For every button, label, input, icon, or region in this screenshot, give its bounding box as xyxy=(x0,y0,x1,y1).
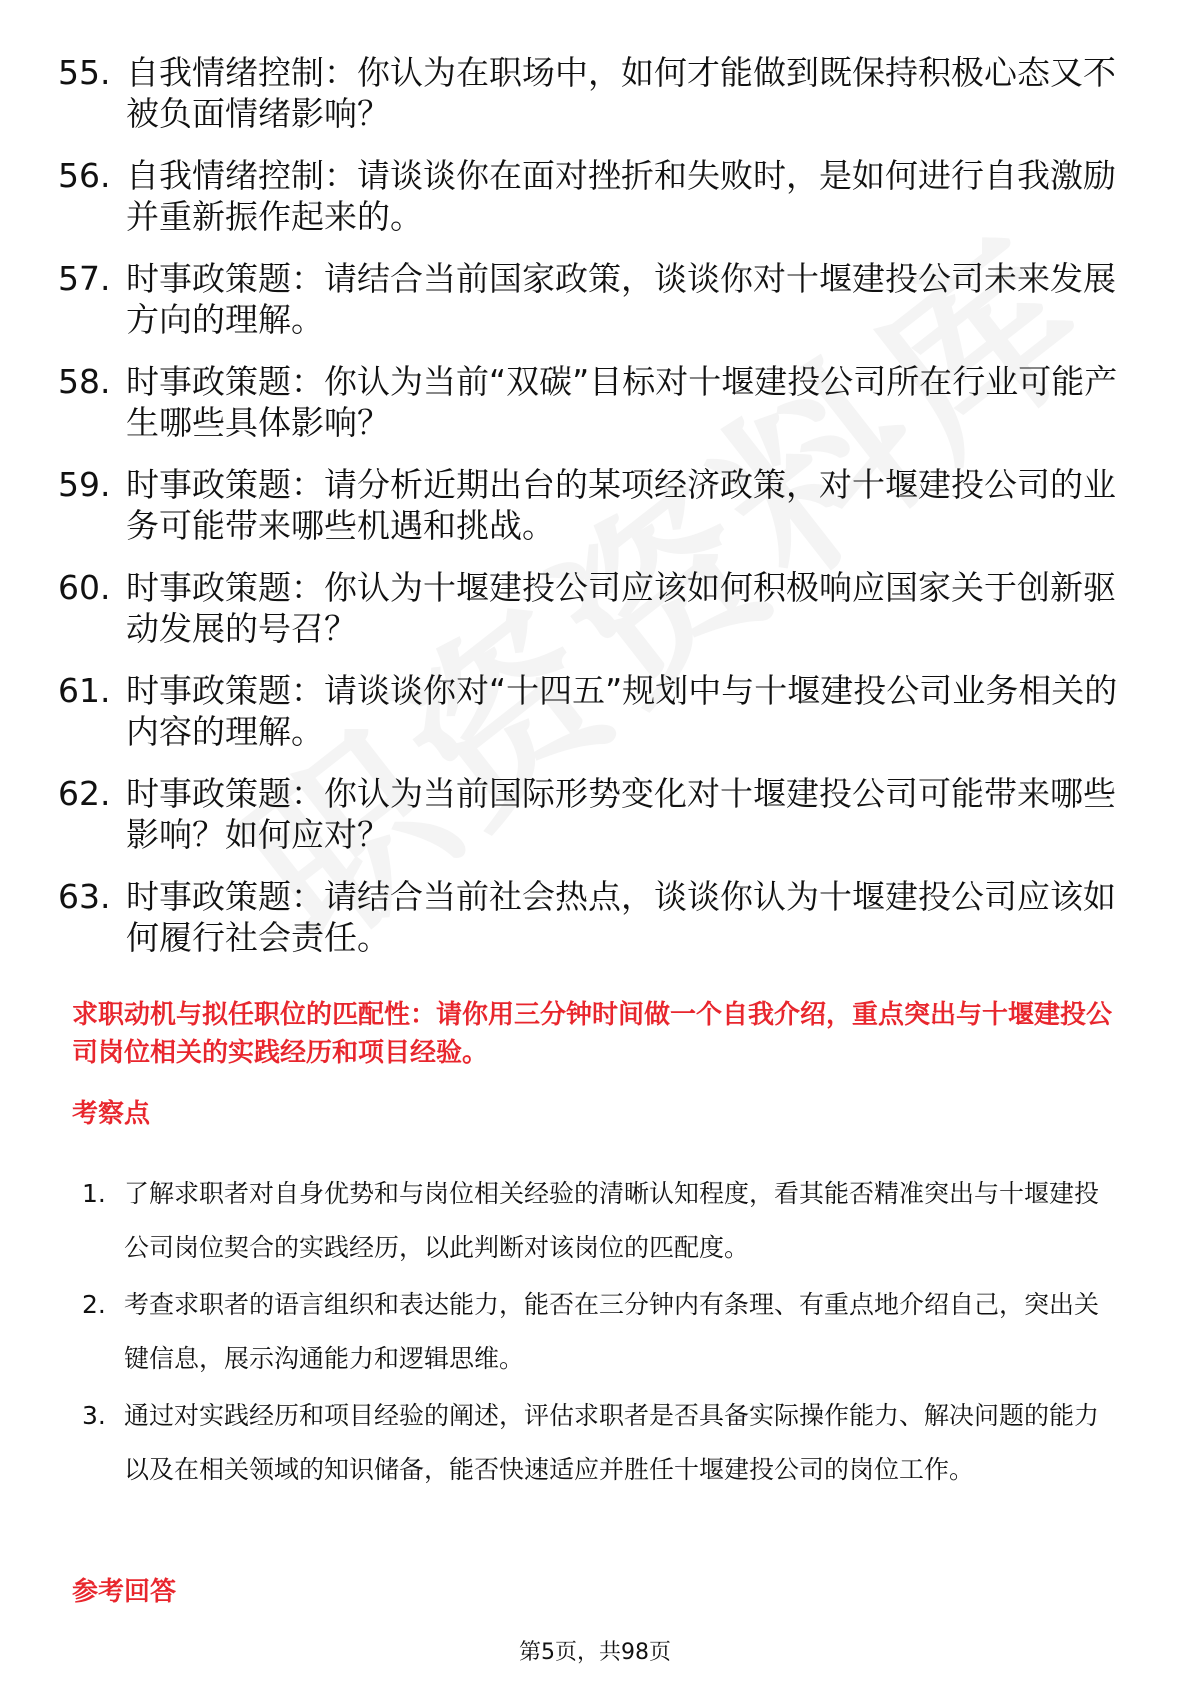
question-number: 60. xyxy=(58,568,111,607)
question-number: 63. xyxy=(58,877,111,916)
question-text: 时事政策题：请谈谈你对“十四五”规划中与十堰建投公司业务相关的内容的理解。 xyxy=(126,671,1118,751)
question-text: 时事政策题：你认为当前“双碳”目标对十堰建投公司所在行业可能产生哪些具体影响？ xyxy=(126,362,1118,442)
point-number: 1. xyxy=(82,1179,106,1208)
question-number: 55. xyxy=(58,53,111,92)
examine-point-item xyxy=(82,1278,1118,1386)
question-item xyxy=(58,670,1118,752)
question-number: 59. xyxy=(58,465,111,504)
question-text: 自我情绪控制：请谈谈你在面对挫折和失败时，是如何进行自我激励并重新振作起来的。 xyxy=(126,156,1116,236)
examine-point-item xyxy=(82,1167,1118,1275)
question-item xyxy=(58,464,1118,546)
question-item xyxy=(58,155,1118,237)
examine-points-list xyxy=(82,1167,1118,1500)
point-number: 3. xyxy=(82,1401,106,1430)
page-footer: 第5页，共98页 xyxy=(519,1640,671,1665)
reference-answer-title: 参考回答 xyxy=(72,1577,177,1607)
question-text: 时事政策题：你认为当前国际形势变化对十堰建投公司可能带来哪些影响？如何应对？ xyxy=(126,774,1116,854)
highlight-question: 求职动机与拟任职位的匹配性：请你用三分钟时间做一个自我介绍，重点突出与十堰建投公司岗位相关的实践经历和项目经验。 xyxy=(72,1000,1113,1068)
examine-point-item xyxy=(82,1389,1118,1497)
point-text: 考查求职者的语言组织和表达能力，能否在三分钟内有条理、有重点地介绍自己，突出关键信息，展示沟通能力和逻辑思维。 xyxy=(124,1290,1100,1373)
question-text: 时事政策题：请结合当前社会热点，谈谈你认为十堰建投公司应该如何履行社会责任。 xyxy=(126,877,1116,957)
question-text: 时事政策题：请分析近期出台的某项经济政策，对十堰建投公司的业务可能带来哪些机遇和挑战。 xyxy=(126,465,1116,545)
question-number: 56. xyxy=(58,156,111,195)
question-list xyxy=(58,52,1118,979)
question-number: 57. xyxy=(58,259,111,298)
question-item xyxy=(58,876,1118,958)
question-number: 61. xyxy=(58,671,111,710)
question-item xyxy=(58,361,1118,443)
question-text: 时事政策题：你认为十堰建投公司应该如何积极响应国家关于创新驱动发展的号召？ xyxy=(126,568,1116,648)
question-item xyxy=(58,52,1118,134)
point-text: 通过对实践经历和项目经验的阐述，评估求职者是否具备实际操作能力、解决问题的能力以及在相关领域的知识储备，能否快速适应并胜任十堰建投公司的岗位工作。 xyxy=(124,1401,1100,1484)
point-number: 2. xyxy=(82,1290,106,1319)
point-text: 了解求职者对自身优势和与岗位相关经验的清晰认知程度，看其能否精准突出与十堰建投公司岗位契合的实践经历，以此判断对该岗位的匹配度。 xyxy=(124,1179,1100,1262)
question-text: 自我情绪控制：你认为在职场中，如何才能做到既保持积极心态又不被负面情绪影响？ xyxy=(126,53,1116,133)
question-item xyxy=(58,773,1118,855)
question-text: 时事政策题：请结合当前国家政策，谈谈你对十堰建投公司未来发展方向的理解。 xyxy=(126,259,1116,339)
examine-points-title: 考察点 xyxy=(72,1099,151,1129)
question-item xyxy=(58,567,1118,649)
question-item xyxy=(58,258,1118,340)
question-number: 62. xyxy=(58,774,111,813)
question-number: 58. xyxy=(58,362,111,401)
